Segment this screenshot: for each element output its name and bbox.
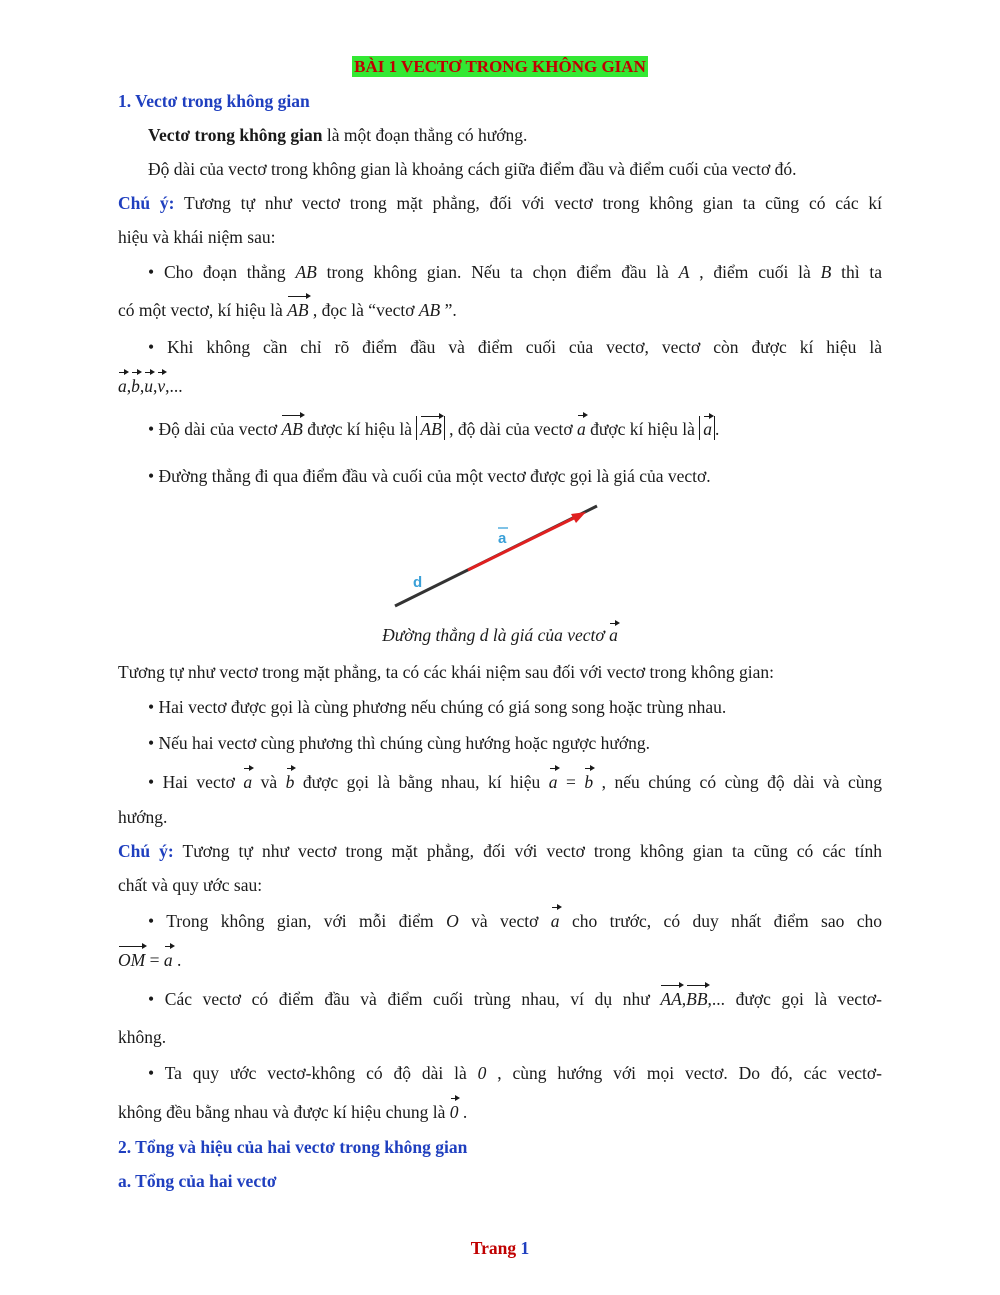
vector-aa: AA bbox=[660, 989, 682, 1009]
note-2-line-1: Chú ý: Tương tự như vectơ trong mặt phẳng, đối với vectơ trong không gian ta cũng có các tính bbox=[118, 841, 882, 861]
bullet-icon: • bbox=[148, 419, 155, 439]
vector-ab: AB bbox=[281, 419, 303, 439]
bullet-icon: • bbox=[148, 772, 155, 792]
section-2-heading: 2. Tổng và hiệu của hai vectơ trong không gian bbox=[118, 1137, 468, 1157]
vector-a: a bbox=[118, 376, 127, 396]
magnitude-a: a bbox=[699, 416, 715, 440]
vector-ab: AB bbox=[287, 300, 309, 320]
vector-a-arrow bbox=[468, 516, 578, 570]
vector-v: v bbox=[157, 376, 166, 396]
subsection-a-heading: a. Tổng của hai vectơ bbox=[118, 1171, 277, 1191]
intro-paragraph: Tương tự như vectơ trong mặt phẳng, ta có các khái niệm sau đối với vectơ trong không gian: bbox=[118, 662, 774, 682]
property-2-line-2: không. bbox=[118, 1027, 167, 1047]
concept-3-line-2: hướng. bbox=[118, 807, 168, 827]
bullet-icon: • bbox=[148, 466, 155, 486]
vector-b: b bbox=[285, 772, 295, 792]
vector-u: u bbox=[144, 376, 153, 396]
bullet-icon: • bbox=[148, 262, 155, 282]
vector-a: a bbox=[550, 911, 560, 931]
figure-caption: Đường thẳng d là giá của vectơ a bbox=[382, 625, 618, 645]
bullet-icon: • bbox=[148, 337, 155, 357]
vector-a: a bbox=[163, 950, 173, 970]
bullet-2-line-1: • Khi không cần chỉ rõ điểm đầu và điểm cuối của vectơ, vectơ còn được kí hiệu là bbox=[148, 337, 882, 357]
label-d: d bbox=[413, 574, 423, 591]
bullet-2-line-2: a,b,u,v,... bbox=[118, 376, 183, 396]
property-1-line-1: • Trong không gian, với mỗi điểm O và vectơ a cho trước, có duy nhất điểm sao cho bbox=[148, 911, 882, 931]
arrowhead-icon bbox=[571, 512, 586, 523]
bullet-1-line-2: có một vectơ, kí hiệu là AB , đọc là “vectơ AB ”. bbox=[118, 300, 457, 320]
bullet-3: • Độ dài của vectơ AB được kí hiệu là AB , độ dài của vectơ a được kí hiệu là a . bbox=[148, 416, 882, 441]
concept-1: • Hai vectơ được gọi là cùng phương nếu chúng có giá song song hoặc trùng nhau. bbox=[148, 697, 727, 717]
vector-on-line-figure bbox=[380, 500, 610, 615]
property-3-line-1: • Ta quy ước vectơ-không có độ dài là 0 , cùng hướng với mọi vectơ. Do đó, các vectơ- bbox=[148, 1063, 883, 1083]
bullet-icon: • bbox=[148, 989, 155, 1009]
concept-2: • Nếu hai vectơ cùng phương thì chúng cùng hướng hoặc ngược hướng. bbox=[148, 733, 650, 753]
vector-b: b bbox=[131, 376, 140, 396]
length-definition: Độ dài của vectơ trong không gian là khoảng cách giữa điểm đầu và điểm cuối của vectơ đó. bbox=[148, 159, 797, 179]
concept-3-line-1: • Hai vectơ a và b được gọi là bằng nhau, kí hiệu a = b , nếu chúng có cùng độ dài và cùng bbox=[148, 772, 883, 792]
zero-vector: 0 bbox=[449, 1102, 459, 1122]
page-number: 1 bbox=[520, 1238, 530, 1258]
vector-bb: BB bbox=[686, 989, 708, 1009]
definition-line: Vectơ trong không gian là một đoạn thẳng có hướng. bbox=[148, 125, 528, 145]
magnitude-ab: AB bbox=[416, 416, 444, 440]
bullet-4: • Đường thẳng đi qua điểm đầu và cuối của một vectơ được gọi là giá của vectơ. bbox=[148, 466, 711, 486]
bullet-icon: • bbox=[148, 697, 155, 717]
note-1-line-2: hiệu và khái niệm sau: bbox=[118, 227, 276, 247]
bullet-icon: • bbox=[148, 733, 155, 753]
vector-om: OM bbox=[118, 950, 146, 970]
vector-a: a bbox=[576, 419, 586, 439]
section-1-heading: 1. Vectơ trong không gian bbox=[118, 91, 310, 111]
bullet-icon: • bbox=[148, 1063, 155, 1083]
label-a: a bbox=[498, 530, 507, 547]
property-3-line-2: không đều bằng nhau và được kí hiệu chung là 0 . bbox=[118, 1102, 468, 1122]
bullet-icon: • bbox=[148, 911, 155, 931]
vector-a: a bbox=[243, 772, 253, 792]
vector-a: a bbox=[609, 625, 618, 645]
page-footer: Trang 1 bbox=[470, 1238, 530, 1258]
property-2-line-1: • Các vectơ có điểm đầu và điểm cuối trùng nhau, ví dụ như AA,BB,... được gọi là vectơ- bbox=[148, 989, 883, 1009]
note-1-line-1: Chú ý: Tương tự như vectơ trong mặt phẳng, đối với vectơ trong không gian ta cũng có các kí bbox=[118, 193, 882, 213]
note-2-line-2: chất và quy ước sau: bbox=[118, 875, 263, 895]
lesson-title: BÀI 1 VECTƠ TRONG KHÔNG GIAN bbox=[354, 57, 646, 76]
bullet-1-line-1: • Cho đoạn thẳng AB trong không gian. Nếu ta chọn điểm đầu là A , điểm cuối là B thì ta bbox=[148, 262, 882, 282]
property-1-line-2: OM = a . bbox=[118, 950, 182, 970]
